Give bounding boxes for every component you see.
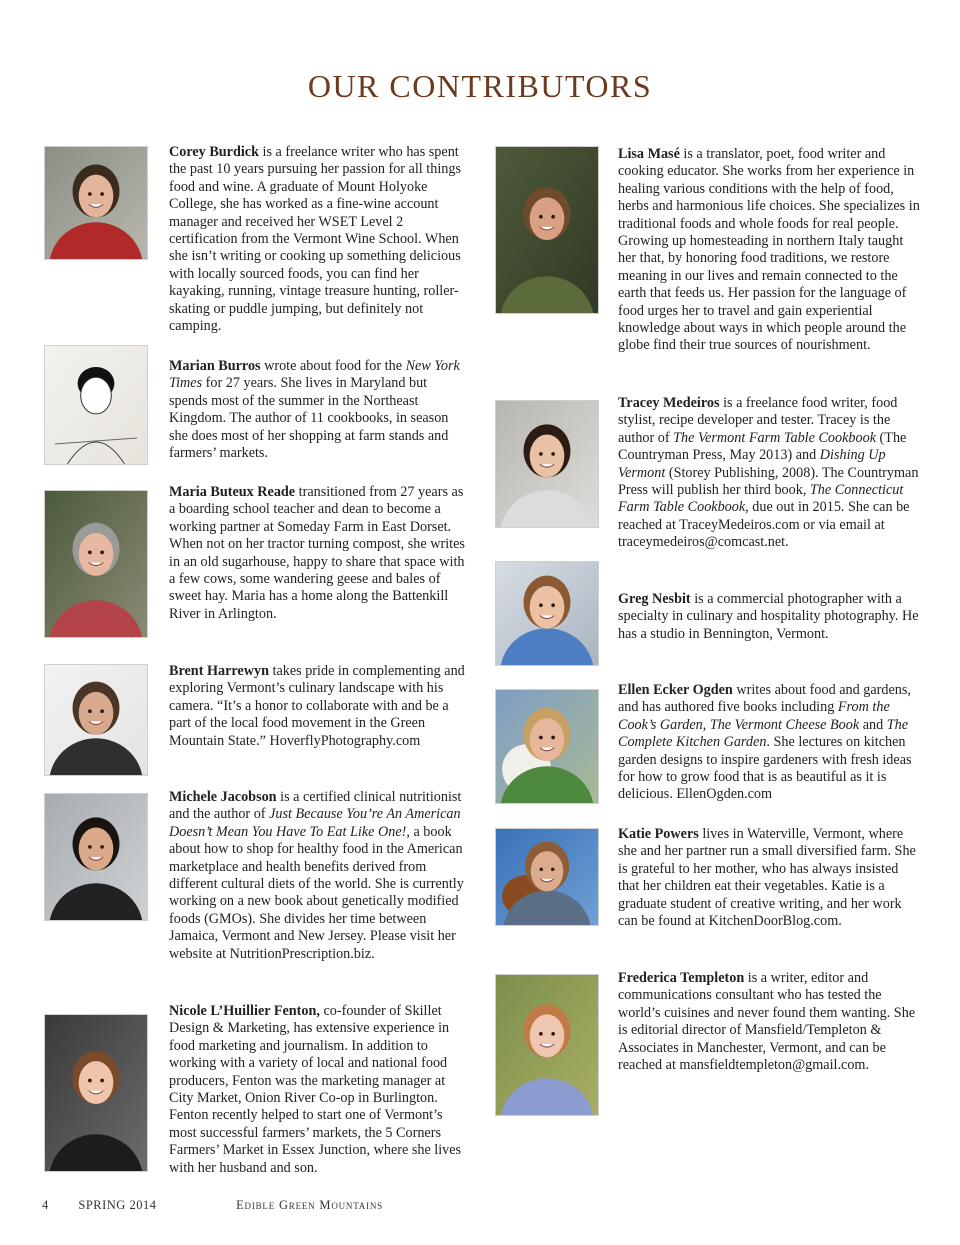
contributor-name: Frederica Templeton — [618, 970, 745, 986]
page-number: 4 — [42, 1198, 49, 1212]
issue-label: SPRING 2014 — [78, 1198, 157, 1212]
contributor-photo — [44, 146, 148, 260]
bio-text: wrote about food for the — [260, 358, 406, 374]
bio-text: . She lectures on kitchen garden designs to inspire gardeners with fresh ideas for how to grow food that is as beautiful as it is delicious. EllenOgden.com — [618, 734, 912, 803]
contributor-photo — [495, 561, 599, 666]
book-title: Just Because You’re An American Doesn’t Mean You Have To Eat Like One! — [169, 806, 461, 840]
book-title: The Vermont Cheese Book — [709, 716, 860, 733]
contributor-bio — [618, 395, 920, 552]
bio-text: due out in 2015. She can be reached at TraceyMedeiros.com or via email at traceymedeiros@comcast.net. — [618, 499, 910, 551]
contributor-photo — [44, 664, 148, 776]
contributor-name: Greg Nesbit — [618, 591, 691, 607]
bio-text: and — [859, 716, 887, 733]
bio-text: (The Countryman Press, May 2013) and — [618, 429, 907, 464]
contributor-photo — [44, 490, 148, 638]
bio-text: writes about food and gardens, and has authored five books including — [618, 682, 911, 716]
bio-text: is a freelance writer who has spent the past 10 years pursuing her passion for all things food and wine. A graduate of Mount Holyoke College, she has worked as a fine-wine account manager and received her WSET Level 2 certification from the Vermont Wine School. When she isn’t writing or cooking up something delicious with locally sourced foods, you can find her kayaking, running, vintage treasure hunting, roller-skating or puddle jumping, but definitely not camping. — [169, 144, 461, 335]
contributor-bio — [618, 146, 920, 355]
book-title: The Connecticut Farm Table Cookbook, — [618, 482, 904, 516]
contributor-name: Michele Jacobson — [169, 789, 277, 805]
book-title: Dishing Up Vermont — [618, 447, 886, 481]
book-title: The Vermont Farm Table Cookbook — [673, 429, 876, 446]
bio-text: takes pride in complementing and exploring Vermont’s culinary landscape with his camera. “It’s a honor to collaborate with and be a part of the local food movement in the Green Mountain State.” HoverflyPhotography.com — [169, 663, 465, 749]
contributor-bio — [618, 826, 920, 930]
contributor-name: Brent Harrewyn — [169, 663, 269, 679]
contributor-bio — [169, 144, 469, 335]
contributor-name: Ellen Ecker Ogden — [618, 682, 733, 698]
bio-text: is a translator, poet, food writer and cooking educator. She works from her experience in healing various conditions with the help of food, herbs and harmonious life choices. She specializes in traditional foods and whole foods for real people. Growing up homesteading in northern Italy taught her that, by honoring food traditions, we restore meaning in our lives and remain connected to the earth that feeds us. Her passion for the language of food urges her to travel and gain experiential knowledge about ways in which people around the globe find their true sources of nourishment. — [618, 146, 920, 354]
bio-text: is a certified clinical nutritionist and the author of — [169, 789, 462, 823]
contributor-name: Lisa Masé — [618, 146, 680, 162]
contributor-photo — [495, 689, 599, 804]
contributor-name: Maria Buteux Reade — [169, 484, 296, 500]
contributor-bio — [169, 789, 469, 963]
contributor-photo — [44, 345, 148, 465]
magazine-name: Edible Green Mountains — [236, 1198, 383, 1212]
bio-text: for 27 years. She lives in Maryland but spends most of the summer in the Northeast Kingdom. The author of 11 cookbooks, in season she does most of her shopping at farm stands and farmers’ markets. — [169, 375, 449, 462]
contributor-bio — [618, 591, 920, 643]
contributor-bio — [169, 1003, 469, 1177]
contributor-photo — [495, 146, 599, 314]
bio-text: , — [702, 716, 710, 733]
page-footer — [42, 1198, 409, 1213]
contributor-name: Katie Powers — [618, 826, 699, 842]
page-title: OUR CONTRIBUTORS — [307, 68, 653, 104]
book-title: From the Cook’s Garden — [618, 699, 890, 733]
contributor-photo — [495, 974, 599, 1116]
bio-text: transitioned from 27 years as a boarding school teacher and dean to become a working partner at Someday Farm in East Dorset. When not on her tractor turning compost, she writes in an old sugarhouse, happy to share that space with a few cows, some wandering geese and bales of sweet hay. Maria has a home along the Battenkill River in Arlington. — [169, 484, 465, 622]
bio-text: co-founder of Skillet Design & Marketing, has extensive experience in food marketing and journalism. In addition to working with a variety of local and national food producers, Fenton was the marketing manager at City Market, Onion River Co-op in Burlington. Fenton recently helped to start one of Vermont’s most successful farmers’ markets, the 5 Corners Farmers’ Market in Essex Junction, where she lives with her husband and son. — [169, 1003, 462, 1176]
contributor-name: Marian Burros — [169, 358, 261, 374]
contributor-photo — [44, 793, 148, 921]
contributor-bio — [169, 663, 469, 750]
bio-text: is a commercial photographer with a specialty in culinary and hospitality photography. He has a studio in Bennington, Vermont. — [618, 591, 919, 642]
bio-text: , a book about how to shop for healthy food in the American marketplace and health benefits derived from different cultural diets of the world. She is currently working on a new book about genetically modified foods (GMOs). She divides her time between Jamaica, Vermont and New Jersey. Please visit her website at NutritionPrescription.biz. — [169, 823, 464, 962]
bio-text: lives in Waterville, Vermont, where she and her partner run a small diversified farm. She is grateful to her mother, who has always insisted that her children eat their vegetables. Katie is a graduate student of creative writing, and her work can be found at KitchenDoorBlog.com. — [618, 826, 916, 930]
bio-text: is a writer, editor and communications consultant who has tested the world’s cuisines and never found them wanting. She is editorial director of Mansfield/Templeton & Associates in Manchester, Vermont, and can be reached at mansfieldtempleton@gmail.com. — [618, 970, 916, 1074]
contributor-photo — [495, 828, 599, 926]
contributor-name: Nicole L’Huillier Fenton, — [169, 1003, 320, 1019]
contributor-bio — [169, 358, 469, 462]
contributor-bio — [618, 970, 920, 1074]
book-title: New York Times — [169, 358, 460, 392]
bio-text: (Storey Publishing, 2008). The Countryman Press will publish her third book, — [618, 464, 919, 499]
contributor-name: Tracey Medeiros — [618, 395, 720, 411]
contributor-photo — [44, 1014, 148, 1172]
book-title: The Complete Kitchen Garden — [618, 716, 909, 751]
contributor-photo — [495, 400, 599, 528]
bio-text: is a freelance food writer, food stylist, recipe developer and tester. Tracey is the author of — [618, 395, 898, 446]
contributor-bio — [618, 682, 920, 804]
contributor-bio — [169, 484, 469, 623]
contributor-name: Corey Burdick — [169, 144, 259, 160]
